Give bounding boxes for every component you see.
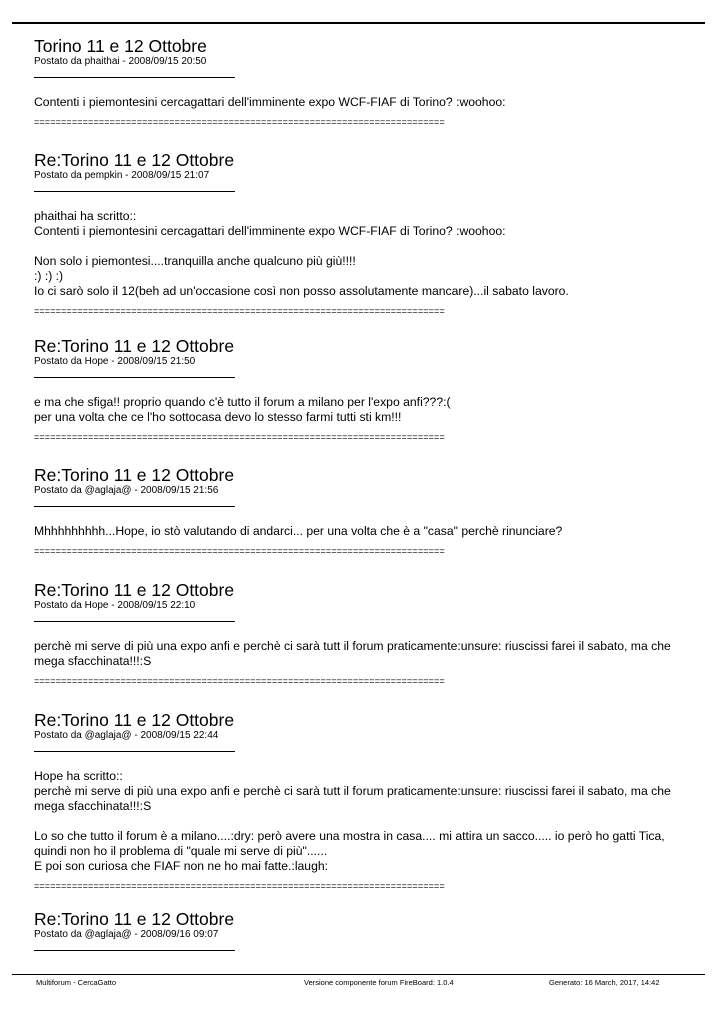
post [34,910,714,951]
post-header-rule [34,621,235,622]
post-body [34,95,714,110]
post-line: per una volta che ce l'ho sottocasa devo lo stesso farmi tutti sti km!!! [34,410,402,424]
footer-rule [12,974,705,975]
post-meta: Postato da pempkin - 2008/09/15 21:07 [34,170,210,181]
post-line: perchè mi serve di più una expo anfi e perchè ci sarà tutt il forum praticamente:unsure: riuscissi farei il sabato, ma che [34,639,671,653]
post-separator: ============================================================================ [34,546,445,556]
footer-generated-date: Generato: 16 March, 2017, 14:42 [549,978,660,987]
post-separator: ============================================================================ [34,676,445,686]
post [34,581,714,686]
post-title: Re:Torino 11 e 12 Ottobre [34,580,235,600]
post-paragraph [34,829,714,874]
post-header-rule [34,191,235,192]
post-separator: ============================================================================ [34,306,445,316]
post-line: Contenti i piemontesini cercagattari dell'imminente expo WCF-FIAF di Torino? :woohoo: [34,224,506,238]
post-line: Lo so che tutto il forum è a milano....:dry: però avere una mostra in casa.... mi attira un sacco..... io però ho gatti Tica, [34,829,665,843]
post-body [34,524,714,539]
post-paragraph [34,524,714,539]
post [34,711,714,891]
post-title: Re:Torino 11 e 12 Ottobre [34,150,235,170]
post-paragraph [34,769,714,814]
post-line: Mhhhhhhhhh...Hope, io stò valutando di andarci... per una volta che è a "casa" perchè rinunciare? [34,524,563,538]
post [34,466,714,556]
top-rule [12,22,705,24]
post-line: quindi non ho il problema di "quale mi serve di più"...... [34,844,328,858]
post-paragraph [34,395,714,425]
post-line: Non solo i piemontesi....tranquilla anche qualcuno più giù!!!! [34,254,356,268]
post-header-rule [34,377,235,378]
post-separator: ============================================================================ [34,881,445,891]
post-paragraph [34,95,714,110]
post-body [34,395,714,425]
post-body [34,209,714,299]
post-meta: Postato da @aglaja@ - 2008/09/15 22:44 [34,730,219,741]
post-paragraph [34,254,714,299]
footer-version: Versione componente forum FireBoard: 1.0.4 [304,978,454,987]
post-line: e ma che sfiga!! proprio quando c'è tutto il forum a milano per l'expo anfi???:( [34,395,451,409]
post-title: Torino 11 e 12 Ottobre [34,36,207,56]
post-line: E poi son curiosa che FIAF non ne ho mai fatte.:laugh: [34,859,329,873]
post-title: Re:Torino 11 e 12 Ottobre [34,336,235,356]
post-meta: Postato da phaithai - 2008/09/15 20:50 [34,56,207,67]
post-line: mega sfacchinata!!!:S [34,799,152,813]
post-meta: Postato da Hope - 2008/09/15 22:10 [34,600,196,611]
post-body [34,639,714,669]
post-line: Contenti i piemontesini cercagattari dell'imminente expo WCF-FIAF di Torino? :woohoo: [34,95,506,109]
post-title: Re:Torino 11 e 12 Ottobre [34,465,235,485]
post-line: mega sfacchinata!!!:S [34,654,152,668]
post-meta: Postato da @aglaja@ - 2008/09/16 09:07 [34,929,219,940]
post [34,337,714,442]
post [34,37,714,127]
post-line: :) :) :) [34,269,64,283]
post-body [34,769,714,874]
footer-site-name: Multiforum - CercaGatto [36,978,117,987]
post-header-rule [34,506,235,507]
post-paragraph [34,639,714,669]
post-meta: Postato da Hope - 2008/09/15 21:50 [34,356,196,367]
post-line: Io ci sarò solo il 12(beh ad un'occasione così non posso assolutamente mancare)...il sabato lavoro. [34,284,569,298]
post-line: perchè mi serve di più una expo anfi e perchè ci sarà tutt il forum praticamente:unsure: riuscissi farei il sabato, ma che [34,784,671,798]
post-paragraph [34,209,714,239]
post-header-rule [34,751,235,752]
post-header-rule [34,950,235,951]
post [34,151,714,316]
post-separator: ============================================================================ [34,117,445,127]
post-title: Re:Torino 11 e 12 Ottobre [34,710,235,730]
post-header-rule [34,77,235,78]
post-meta: Postato da @aglaja@ - 2008/09/15 21:56 [34,485,219,496]
post-line: phaithai ha scritto:: [34,209,137,223]
post-line: Hope ha scritto:: [34,769,123,783]
post-title: Re:Torino 11 e 12 Ottobre [34,909,235,929]
post-separator: ============================================================================ [34,432,445,442]
